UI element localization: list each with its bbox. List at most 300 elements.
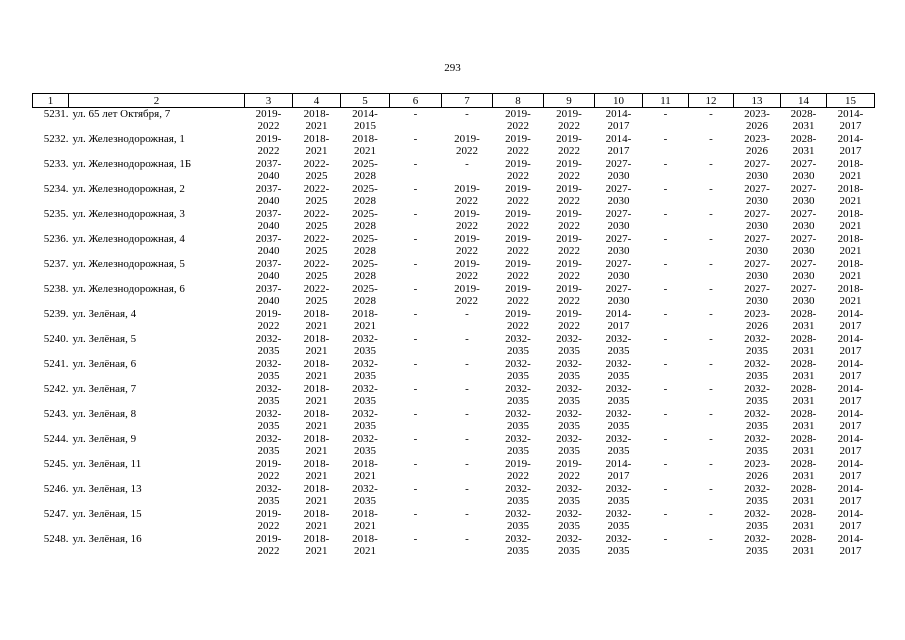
row-address: ул. Зелёная, 4: [72, 308, 137, 320]
cell-value: 2019-2022: [505, 258, 531, 282]
cell-col-9: [544, 183, 595, 208]
cell-value: 2032-2035: [605, 483, 632, 507]
row-address-cell: [33, 108, 245, 134]
table-row: [33, 458, 875, 483]
cell-value: -: [413, 183, 418, 195]
cell-col-7: [442, 283, 493, 308]
cell-value: -: [413, 133, 418, 145]
cell-value: 2032-2035: [744, 508, 770, 532]
cell-col-10: [595, 408, 643, 433]
cell-value: -: [413, 508, 418, 520]
cell-col-5: [341, 433, 390, 458]
cell-col-15: [827, 233, 875, 258]
cell-col-10: [595, 258, 643, 283]
cell-col-15: [827, 208, 875, 233]
cell-col-11: [643, 433, 689, 458]
cell-col-13: [734, 183, 781, 208]
cell-col-5: [341, 158, 390, 183]
cell-col-11: [643, 283, 689, 308]
cell-col-15: [827, 133, 875, 158]
cell-value: 2018-2021: [837, 283, 864, 307]
cell-col-14: [781, 283, 827, 308]
cell-value: 2014-2017: [837, 483, 864, 507]
cell-col-15: [827, 158, 875, 183]
cell-col-3: [245, 358, 293, 383]
cell-value: 2025-2028: [352, 208, 378, 232]
cell-value: -: [663, 358, 668, 370]
cell-col-11: [643, 133, 689, 158]
cell-col-9: [544, 433, 595, 458]
cell-value: -: [465, 483, 469, 495]
cell-col-11: [643, 158, 689, 183]
cell-value: 2019-2022: [556, 258, 582, 282]
cell-col-7: [442, 133, 493, 158]
cell-value: 2028-2031: [790, 433, 817, 457]
cell-value: 2027-2030: [744, 283, 770, 307]
cell-col-4: [293, 433, 341, 458]
cell-col-4: [293, 383, 341, 408]
cell-col-5: [341, 483, 390, 508]
cell-col-9: [544, 458, 595, 483]
cell-value: 2032-2035: [505, 533, 531, 557]
cell-value: -: [465, 358, 469, 370]
cell-value: 2019-2022: [505, 208, 531, 232]
cell-col-8: [493, 433, 544, 458]
cell-col-12: [689, 383, 734, 408]
cell-value: 2018-2021: [303, 358, 330, 382]
cell-col-6: [390, 108, 442, 134]
cell-col-10: [595, 233, 643, 258]
cell-value: 2019-2022: [556, 208, 582, 232]
cell-value: -: [465, 158, 469, 170]
cell-value: -: [413, 258, 418, 270]
cell-value: 2023-2026: [744, 308, 770, 332]
cell-value: 2019-2022: [255, 133, 282, 157]
cell-col-9: [544, 258, 595, 283]
cell-col-12: [689, 233, 734, 258]
cell-value: 2014-2017: [837, 458, 864, 482]
cell-value: 2027-2030: [744, 258, 770, 282]
cell-col-13: [734, 133, 781, 158]
cell-col-8: [493, 233, 544, 258]
cell-col-7: [442, 208, 493, 233]
cell-col-5: [341, 508, 390, 533]
column-header-14: 14: [781, 94, 827, 108]
cell-value: 2019-2022: [505, 133, 531, 157]
cell-value: 2037-2040: [255, 158, 282, 182]
cell-value: 2018-2021: [352, 458, 378, 482]
cell-value: 2032-2035: [744, 408, 770, 432]
cell-value: 2014-2017: [837, 383, 864, 407]
cell-value: -: [413, 383, 418, 395]
cell-col-5: [341, 233, 390, 258]
cell-value: 2032-2035: [352, 383, 378, 407]
cell-value: -: [709, 233, 713, 245]
cell-value: 2019-2022: [255, 508, 282, 532]
cell-col-4: [293, 333, 341, 358]
cell-col-7: [442, 333, 493, 358]
cell-value: 2025-2028: [352, 183, 378, 207]
cell-col-8: [493, 358, 544, 383]
row-address: ул. Зелёная, 16: [72, 533, 142, 545]
table-row: [33, 508, 875, 533]
cell-col-12: [689, 183, 734, 208]
cell-col-8: [493, 508, 544, 533]
cell-col-8: [493, 333, 544, 358]
cell-col-4: [293, 108, 341, 134]
cell-col-7: [442, 483, 493, 508]
cell-value: 2019-2022: [556, 133, 582, 157]
cell-value: -: [663, 283, 668, 295]
cell-col-10: [595, 108, 643, 134]
cell-value: -: [413, 333, 418, 345]
cell-col-12: [689, 458, 734, 483]
cell-col-3: [245, 133, 293, 158]
cell-value: 2019-2022: [505, 308, 531, 332]
row-address-cell: [33, 208, 245, 233]
cell-col-6: [390, 233, 442, 258]
cell-col-4: [293, 158, 341, 183]
column-header-2: 2: [69, 94, 245, 108]
cell-col-5: [341, 358, 390, 383]
cell-value: 2022-2025: [303, 158, 330, 182]
table-row: [33, 308, 875, 333]
row-number: 5241.: [43, 358, 69, 370]
cell-col-10: [595, 458, 643, 483]
cell-value: -: [465, 108, 469, 120]
cell-value: 2019-2022: [505, 233, 531, 257]
cell-col-4: [293, 533, 341, 558]
cell-col-7: [442, 458, 493, 483]
cell-value: 2032-2035: [352, 483, 378, 507]
cell-value: 2032-2035: [352, 333, 378, 357]
cell-value: 2018-2021: [303, 408, 330, 432]
cell-value: 2028-2031: [790, 333, 817, 357]
row-number: 5248.: [43, 533, 69, 545]
cell-col-4: [293, 408, 341, 433]
cell-value: 2028-2031: [790, 483, 817, 507]
cell-col-14: [781, 508, 827, 533]
row-address-cell: [33, 408, 245, 433]
cell-value: 2032-2035: [505, 433, 531, 457]
row-number: 5233.: [43, 158, 69, 170]
cell-col-13: [734, 433, 781, 458]
row-address: ул. Зелёная, 11: [72, 458, 142, 470]
cell-col-13: [734, 308, 781, 333]
cell-col-12: [689, 408, 734, 433]
cell-value: 2032-2035: [255, 358, 282, 382]
cell-col-3: [245, 108, 293, 134]
cell-value: -: [709, 383, 713, 395]
row-address-cell: [33, 383, 245, 408]
cell-col-13: [734, 483, 781, 508]
cell-value: 2028-2031: [790, 108, 817, 132]
row-address-cell: [33, 433, 245, 458]
cell-value: 2014-2017: [605, 458, 632, 482]
cell-col-13: [734, 533, 781, 558]
row-number: 5235.: [43, 208, 69, 220]
cell-value: 2032-2035: [505, 333, 531, 357]
column-header-3: 3: [245, 94, 293, 108]
cell-value: 2022-2025: [303, 183, 330, 207]
cell-col-7: [442, 258, 493, 283]
cell-value: -: [663, 158, 668, 170]
cell-col-14: [781, 333, 827, 358]
cell-col-12: [689, 358, 734, 383]
cell-value: -: [413, 208, 418, 220]
cell-col-3: [245, 383, 293, 408]
cell-value: 2037-2040: [255, 233, 282, 257]
row-address-cell: [33, 258, 245, 283]
cell-value: 2032-2035: [556, 383, 582, 407]
cell-value: 2028-2031: [790, 458, 817, 482]
cell-col-6: [390, 283, 442, 308]
cell-value: 2032-2035: [255, 433, 282, 457]
cell-value: 2019-2022: [255, 533, 282, 557]
cell-value: -: [709, 308, 713, 320]
cell-value: -: [465, 508, 469, 520]
cell-col-4: [293, 508, 341, 533]
cell-value: 2018-2021: [303, 508, 330, 532]
row-address-cell: [33, 158, 245, 183]
cell-value: -: [709, 108, 713, 120]
cell-value: 2014-2015: [352, 108, 378, 132]
cell-value: -: [465, 433, 469, 445]
cell-value: 2019-2022: [505, 283, 531, 307]
cell-col-12: [689, 158, 734, 183]
cell-col-6: [390, 308, 442, 333]
cell-col-15: [827, 333, 875, 358]
table-row: [33, 208, 875, 233]
cell-value: 2032-2035: [352, 433, 378, 457]
row-number: 5237.: [43, 258, 69, 270]
cell-value: 2019-2022: [454, 183, 480, 207]
cell-value: 2014-2017: [605, 133, 632, 157]
cell-value: 2028-2031: [790, 308, 817, 332]
cell-value: 2027-2030: [744, 233, 770, 257]
cell-value: 2037-2040: [255, 208, 282, 232]
cell-value: -: [465, 458, 469, 470]
cell-value: 2022-2025: [303, 283, 330, 307]
row-address: ул. Зелёная, 5: [72, 333, 137, 345]
cell-value: 2027-2030: [744, 158, 770, 182]
cell-col-14: [781, 258, 827, 283]
cell-col-9: [544, 383, 595, 408]
cell-col-13: [734, 208, 781, 233]
cell-value: 2018-2021: [303, 533, 330, 557]
cell-value: -: [709, 183, 713, 195]
cell-col-11: [643, 508, 689, 533]
table-row: [33, 333, 875, 358]
cell-value: 2019-2022: [454, 233, 480, 257]
cell-value: 2027-2030: [605, 233, 632, 257]
cell-value: -: [413, 308, 418, 320]
row-address-cell: [33, 133, 245, 158]
cell-col-11: [643, 183, 689, 208]
cell-col-14: [781, 158, 827, 183]
cell-col-9: [544, 108, 595, 134]
cell-value: -: [663, 233, 668, 245]
cell-value: -: [413, 158, 418, 170]
cell-col-9: [544, 133, 595, 158]
column-header-13: 13: [734, 94, 781, 108]
cell-value: 2027-2030: [605, 283, 632, 307]
cell-value: 2018-2021: [837, 183, 864, 207]
cell-value: 2032-2035: [556, 408, 582, 432]
column-header-8: 8: [493, 94, 544, 108]
cell-value: 2014-2017: [605, 108, 632, 132]
cell-value: 2032-2035: [605, 508, 632, 532]
cell-col-10: [595, 283, 643, 308]
cell-value: 2032-2035: [605, 433, 632, 457]
cell-col-12: [689, 483, 734, 508]
row-address: ул. Зелёная, 15: [72, 508, 142, 520]
row-number: 5236.: [43, 233, 69, 245]
cell-value: 2027-2030: [605, 258, 632, 282]
cell-col-10: [595, 183, 643, 208]
cell-col-8: [493, 283, 544, 308]
cell-col-13: [734, 233, 781, 258]
cell-value: 2032-2035: [605, 358, 632, 382]
cell-col-7: [442, 308, 493, 333]
cell-col-8: [493, 458, 544, 483]
cell-value: 2019-2022: [556, 108, 582, 132]
cell-col-6: [390, 333, 442, 358]
cell-col-14: [781, 308, 827, 333]
column-header-7: 7: [442, 94, 493, 108]
cell-value: 2018-2021: [303, 483, 330, 507]
cell-value: 2019-2022: [255, 458, 282, 482]
cell-value: -: [413, 358, 418, 370]
cell-value: 2032-2035: [505, 408, 531, 432]
column-header-11: 11: [643, 94, 689, 108]
cell-col-13: [734, 383, 781, 408]
cell-value: 2019-2022: [556, 233, 582, 257]
cell-value: 2032-2035: [352, 358, 378, 382]
cell-col-13: [734, 158, 781, 183]
cell-value: 2019-2022: [556, 458, 582, 482]
cell-value: -: [663, 508, 668, 520]
cell-col-9: [544, 408, 595, 433]
cell-col-10: [595, 158, 643, 183]
cell-col-8: [493, 308, 544, 333]
cell-col-5: [341, 408, 390, 433]
cell-col-13: [734, 258, 781, 283]
cell-col-6: [390, 433, 442, 458]
cell-col-12: [689, 283, 734, 308]
row-address: ул. Зелёная, 6: [72, 358, 137, 370]
cell-col-11: [643, 258, 689, 283]
cell-col-6: [390, 508, 442, 533]
cell-value: 2014-2017: [837, 133, 864, 157]
table-row: [33, 133, 875, 158]
cell-col-10: [595, 383, 643, 408]
cell-value: 2032-2035: [605, 408, 632, 432]
cell-col-10: [595, 483, 643, 508]
column-header-9: 9: [544, 94, 595, 108]
cell-value: 2018-2021: [303, 383, 330, 407]
row-number: 5234.: [43, 183, 69, 195]
column-header-5: 5: [341, 94, 390, 108]
cell-col-11: [643, 483, 689, 508]
cell-col-3: [245, 408, 293, 433]
cell-value: 2018-2021: [303, 458, 330, 482]
cell-value: 2018-2021: [352, 308, 378, 332]
cell-col-5: [341, 258, 390, 283]
cell-value: 2028-2031: [790, 358, 817, 382]
cell-value: 2014-2017: [605, 308, 632, 332]
table-row: [33, 533, 875, 558]
cell-value: -: [465, 383, 469, 395]
cell-col-8: [493, 208, 544, 233]
row-address: ул. Железнодорожная, 2: [72, 183, 185, 195]
cell-value: -: [663, 208, 668, 220]
column-header-1: 1: [33, 94, 69, 108]
cell-value: 2025-2028: [352, 283, 378, 307]
cell-value: 2027-2030: [605, 208, 632, 232]
cell-col-5: [341, 133, 390, 158]
row-address: ул. Железнодорожная, 3: [72, 208, 185, 220]
cell-value: 2027-2030: [605, 158, 632, 182]
cell-col-15: [827, 183, 875, 208]
cell-col-11: [643, 208, 689, 233]
row-number: 5243.: [43, 408, 69, 420]
cell-col-14: [781, 208, 827, 233]
cell-value: 2032-2035: [255, 333, 282, 357]
cell-value: -: [663, 258, 668, 270]
cell-col-4: [293, 283, 341, 308]
row-address-cell: [33, 483, 245, 508]
cell-col-15: [827, 358, 875, 383]
table-row: [33, 108, 875, 134]
cell-value: 2027-2030: [605, 183, 632, 207]
cell-col-10: [595, 333, 643, 358]
cell-col-4: [293, 458, 341, 483]
cell-col-6: [390, 483, 442, 508]
cell-col-15: [827, 283, 875, 308]
cell-col-4: [293, 358, 341, 383]
cell-col-13: [734, 458, 781, 483]
cell-col-4: [293, 483, 341, 508]
cell-value: 2019-2022: [505, 458, 531, 482]
row-address-cell: [33, 533, 245, 558]
row-number: 5245.: [43, 458, 69, 470]
cell-value: -: [413, 458, 418, 470]
cell-value: -: [709, 158, 713, 170]
cell-value: 2028-2031: [790, 133, 817, 157]
cell-value: 2018-2021: [303, 108, 330, 132]
cell-value: -: [465, 308, 469, 320]
column-header-6: 6: [390, 94, 442, 108]
cell-value: 2027-2030: [790, 258, 817, 282]
cell-col-3: [245, 183, 293, 208]
cell-value: 2014-2017: [837, 533, 864, 557]
cell-value: 2023-2026: [744, 108, 770, 132]
table-row: [33, 358, 875, 383]
cell-value: 2028-2031: [790, 508, 817, 532]
cell-col-4: [293, 308, 341, 333]
cell-value: 2032-2035: [556, 483, 582, 507]
cell-value: 2019-2022: [255, 108, 282, 132]
cell-value: -: [465, 533, 469, 545]
cell-value: 2019-2022: [556, 183, 582, 207]
cell-col-10: [595, 533, 643, 558]
schedule-table: [32, 93, 875, 558]
cell-col-10: [595, 508, 643, 533]
row-address: ул. Железнодорожная, 4: [72, 233, 185, 245]
cell-value: 2018-2021: [837, 158, 864, 182]
cell-col-8: [493, 408, 544, 433]
